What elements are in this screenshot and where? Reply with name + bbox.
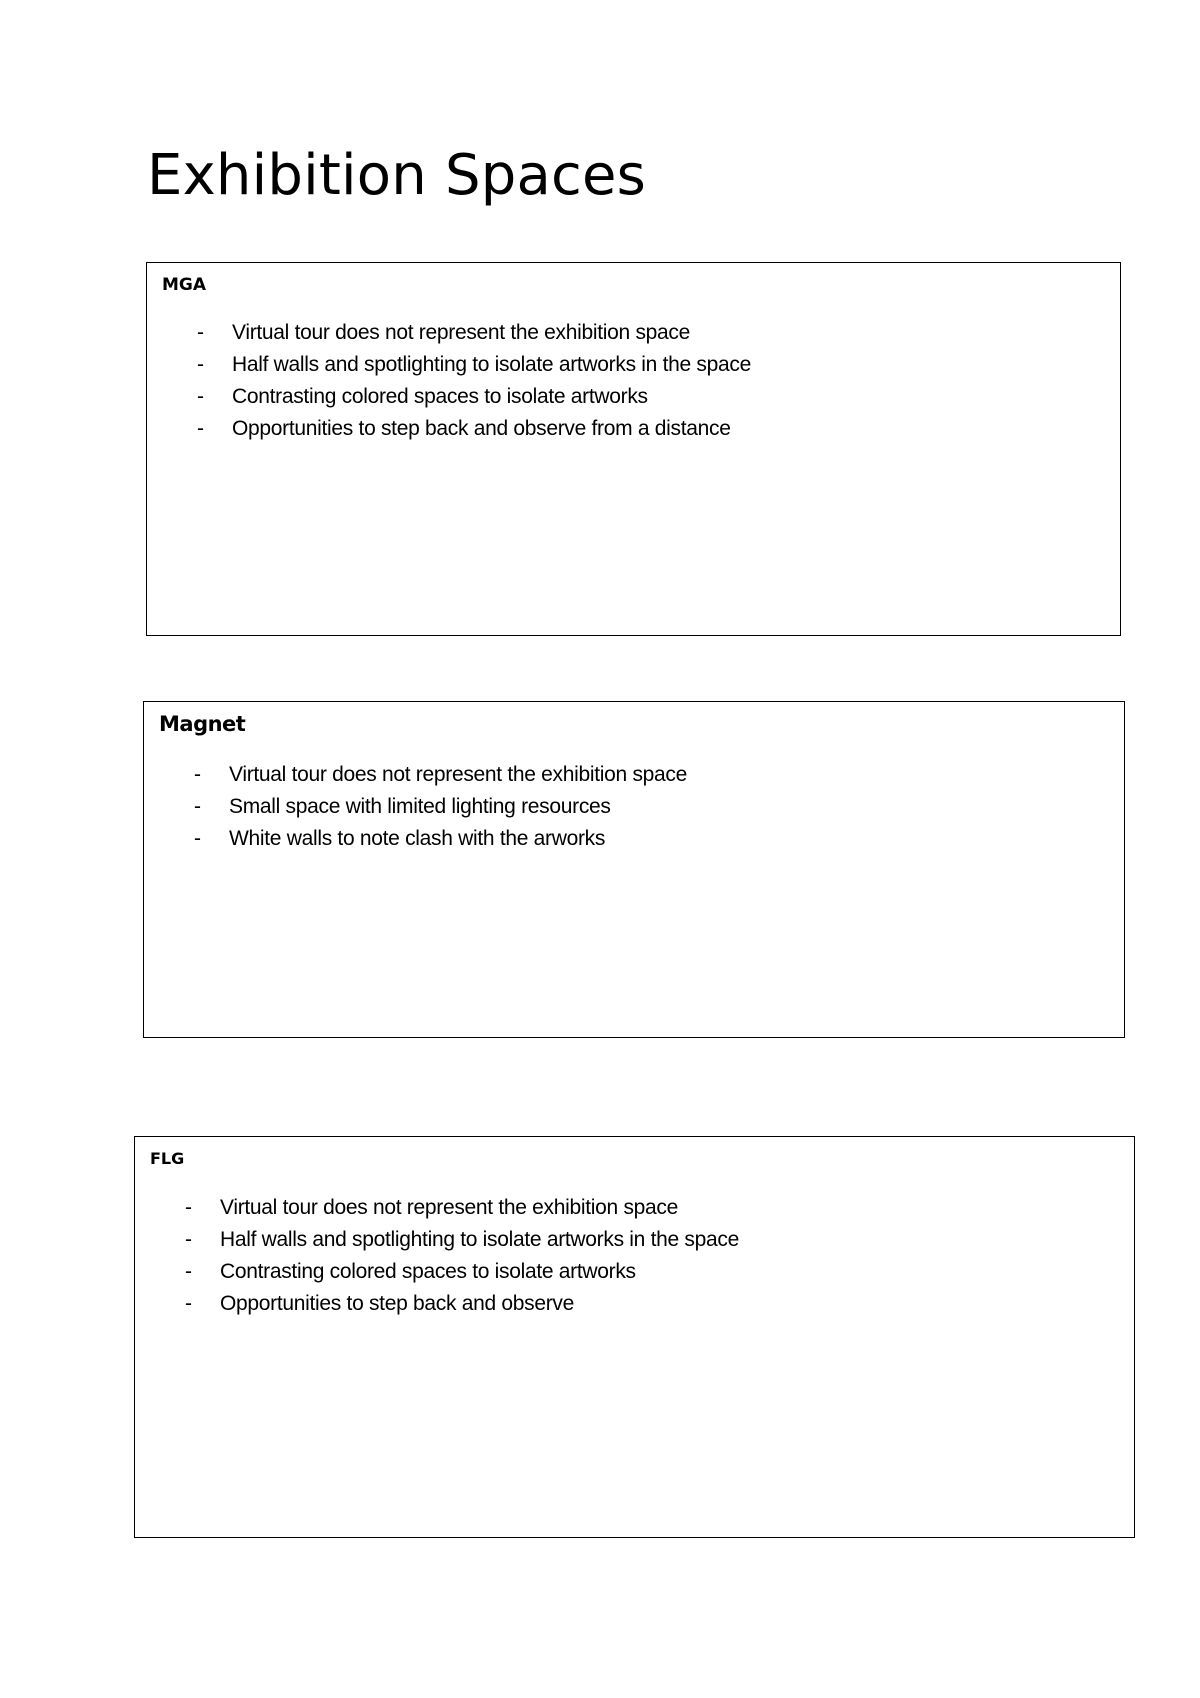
section-heading-mga: MGA xyxy=(162,275,207,295)
list-item-text: Virtual tour does not represent the exhibition space xyxy=(220,1196,678,1219)
bullet-marker: - xyxy=(185,1228,192,1251)
list-item-text: Opportunities to step back and observe xyxy=(220,1292,574,1315)
bullet-marker: - xyxy=(197,321,204,344)
section-box-magnet xyxy=(143,701,1125,1038)
section-heading-flg: FLG xyxy=(150,1149,185,1168)
bullet-marker: - xyxy=(197,385,204,408)
list-item-text: Contrasting colored spaces to isolate artworks xyxy=(232,385,648,408)
bullet-marker: - xyxy=(185,1260,192,1283)
list-item-text: Opportunities to step back and observe from a distance xyxy=(232,417,731,440)
list-item-text: Virtual tour does not represent the exhibition space xyxy=(229,763,687,786)
bullet-marker: - xyxy=(194,827,201,850)
list-item-text: Small space with limited lighting resources xyxy=(229,795,611,818)
bullet-marker: - xyxy=(194,763,201,786)
bullet-marker: - xyxy=(197,353,204,376)
list-item-text: Contrasting colored spaces to isolate artworks xyxy=(220,1260,636,1283)
section-box-flg xyxy=(134,1136,1135,1538)
bullet-marker: - xyxy=(185,1196,192,1219)
list-item-text: Half walls and spotlighting to isolate artworks in the space xyxy=(232,353,751,376)
bullet-marker: - xyxy=(197,417,204,440)
page-title: Exhibition Spaces xyxy=(147,143,646,208)
list-item-text: White walls to note clash with the arworks xyxy=(229,827,606,850)
section-box-mga xyxy=(146,262,1121,636)
section-heading-magnet: Magnet xyxy=(159,712,246,736)
bullet-marker: - xyxy=(185,1292,192,1315)
bullet-marker: - xyxy=(194,795,201,818)
list-item-text: Half walls and spotlighting to isolate artworks in the space xyxy=(220,1228,739,1251)
list-item-text: Virtual tour does not represent the exhibition space xyxy=(232,321,690,344)
